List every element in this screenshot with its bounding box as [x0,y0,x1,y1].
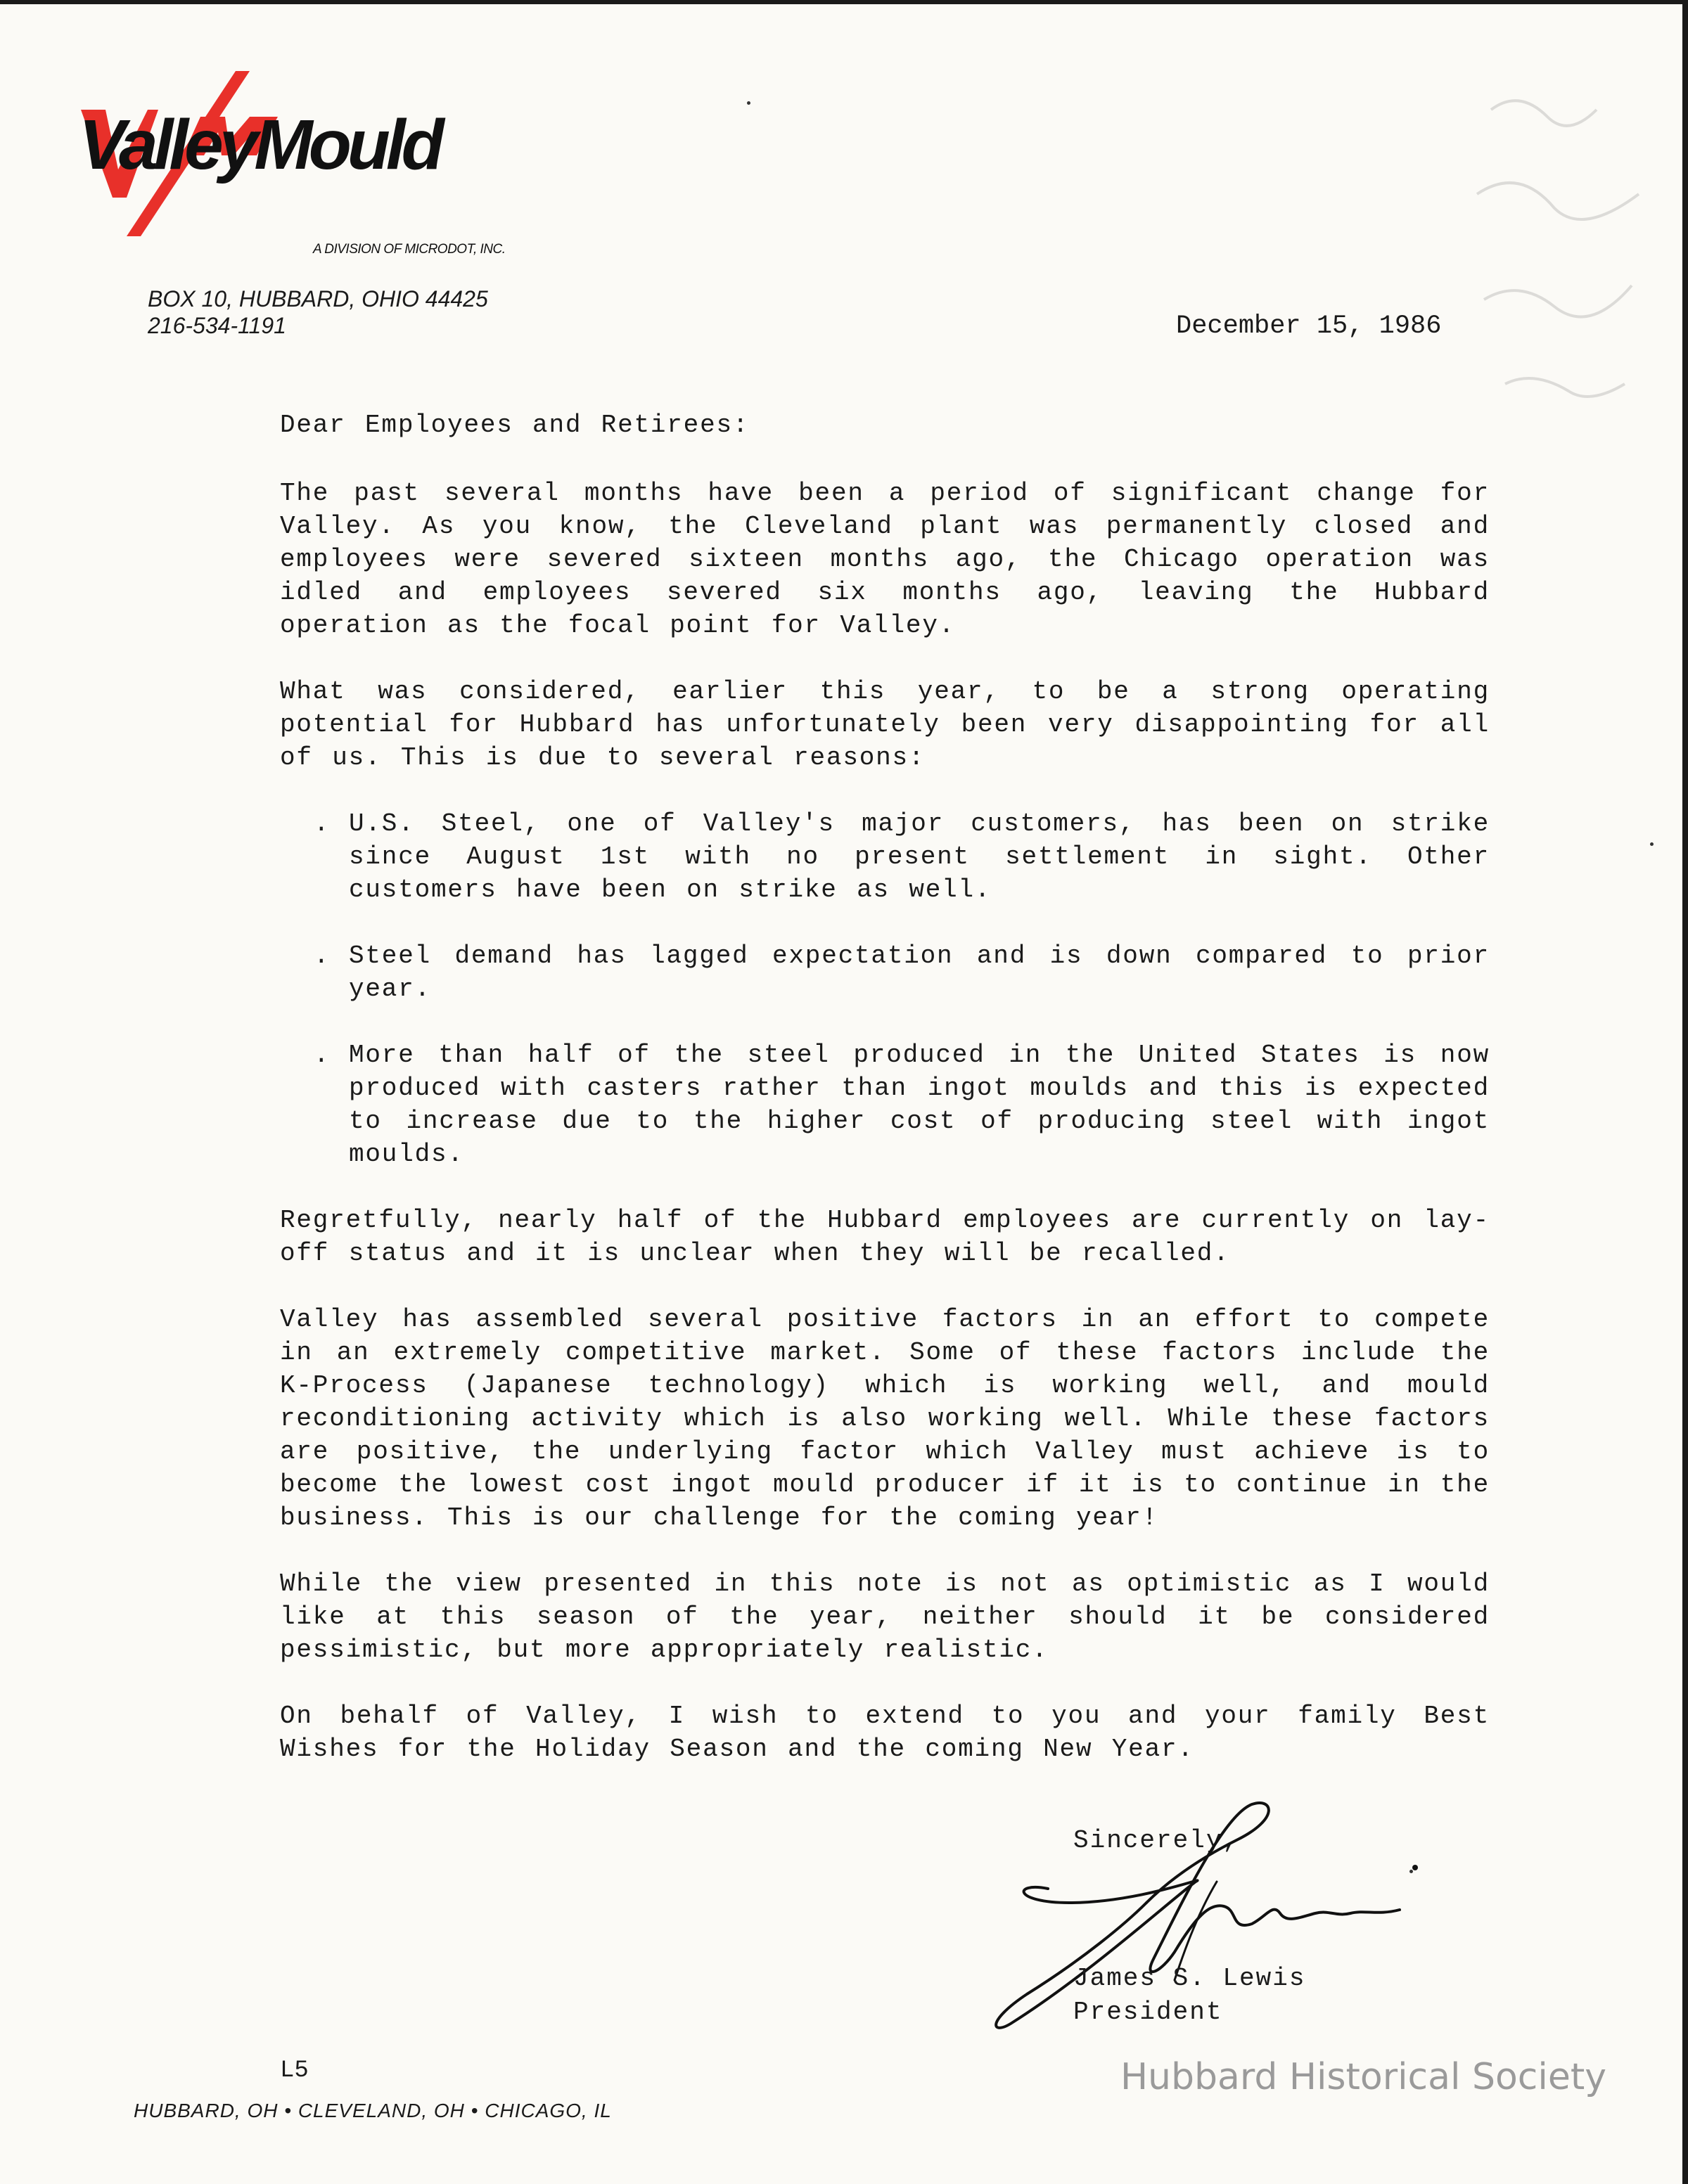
paragraph-1: The past several months have been a period of significant change for Valley. As you know, the Cleveland plant was permanently closed and employees were severed sixteen months ago, the Chicago operation was idled and employees severed six months ago, leaving the Hubbard operation as the focal point for Valley. [280,479,1490,640]
letterhead-address [148,285,488,339]
paragraph-3: Regretfully, nearly half of the Hubbard employees are currently on lay-off status and it is unclear when they will be recalled. [280,1206,1490,1268]
reason-text: More than half of the steel produced in the United States is now produced with casters rather than ingot moulds and this is expected to increase due to the higher cost of producing steel with ingot moulds. [349,1041,1490,1169]
list-item [314,1039,1490,1171]
paper-speck [1409,1870,1413,1873]
paragraph-4: Valley has assembled several positive factors in an effort to compete in an extremely competitive market. Some of these factors include the K-Process (Japanese technology) which is working well, and mould reconditioning activity which is also working well. While these factors are positive, the underlying factor which Valley must achieve is to become the lowest cost ingot mould producer if it is to continue in the business. This is our challenge for the coming year! [280,1305,1490,1532]
watermark: Hubbard Historical Society [1120,2056,1606,2098]
list-item [314,939,1490,1006]
reference-code: L5 [280,2057,309,2084]
signer-block [1073,1962,1305,2029]
bullet-icon: . [314,809,331,838]
list-item [314,807,1490,906]
signer-title: President [1073,1998,1223,2026]
greeting: Dear Employees and Retirees: [280,411,750,439]
letter-date: December 15, 1986 [1176,311,1442,341]
footer-cities: HUBBARD, OH • CLEVELAND, OH • CHICAGO, IL [134,2100,612,2121]
paragraph-5: While the view presented in this note is not as optimistic as I would like at this season of the year, neither should it be considered pessimistic, but more appropriately realistic. [280,1569,1490,1664]
paragraph-6: On behalf of Valley, I wish to extend to you and your family Best Wishes for the Holiday Season and the coming New Year. [280,1702,1490,1764]
paragraph-2: What was considered, earlier this year, to be a strong operating potential for Hubbard has unfortunately been very disappointing for all of us. This is due to several reasons: [280,677,1490,772]
paper-speck [747,101,750,105]
bullet-icon: . [314,1041,331,1069]
letter-body [280,409,1490,1799]
closing: Sincerely, [1073,1826,1240,1855]
pencil-annotation-marks [1463,68,1660,461]
division-text: A DIVISION OF MICRODOT, INC. [313,242,506,257]
bullet-icon: . [314,942,331,970]
reason-text: U.S. Steel, one of Valley's major customers, has been on strike since August 1st with no present settlement in sight. Other customers have been on strike as well. [349,809,1490,904]
address-line-1: BOX 10, HUBBARD, OHIO 44425 [148,286,488,311]
paper-speck [1650,842,1654,846]
address-phone: 216-534-1191 [148,313,286,338]
signer-name: James S. Lewis [1073,1964,1306,1993]
company-name: ValleyMould [79,105,440,184]
reasons-list [314,807,1490,1171]
reason-text: Steel demand has lagged expectation and is down compared to prior year. [349,942,1490,1003]
